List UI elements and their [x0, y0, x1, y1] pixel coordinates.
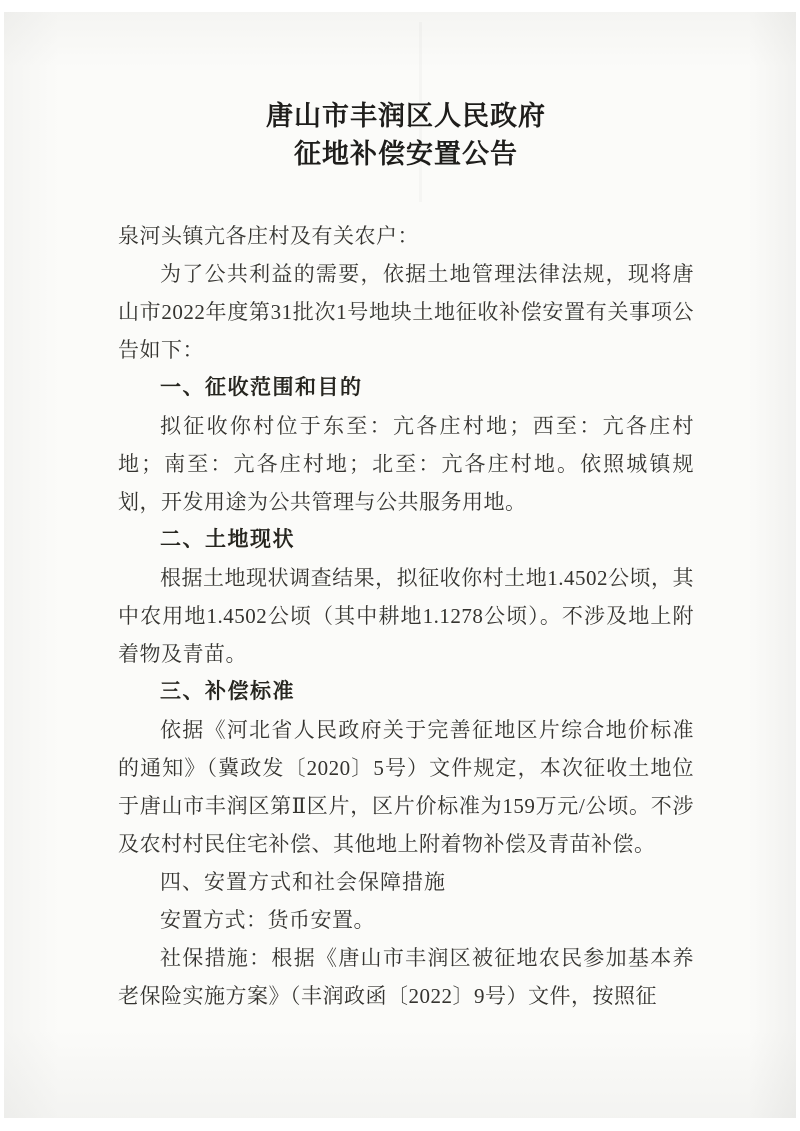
section-heading: 三、补偿标准: [160, 680, 295, 703]
document-title-line1: 唐山市丰润区人民政府: [266, 101, 546, 131]
document-body: [118, 217, 694, 1015]
body-paragraph: 依据《河北省人民政府关于完善征地区片综合地价标准的通知》（冀政发〔2020〕5号）文件规定，本次征收土地位于唐山市丰润区第Ⅱ区片，区片价标准为159万元/公顷。不涉及农村村民住宅补偿、其他地上附着物补偿及青苗补偿。: [118, 718, 694, 856]
salutation-line: 泉河头镇亢各庄村及有关农户：: [118, 224, 419, 248]
body-paragraph: 为了公共利益的需要，依据土地管理法律法规，现将唐山市2022年度第31批次1号地块土地征收补偿安置有关事项公告如下：: [118, 262, 694, 362]
document-title: [118, 97, 694, 173]
body-paragraph: 根据土地现状调查结果，拟征收你村土地1.4502公顷，其中农用地1.4502公顷（其中耕地1.1278公顷）。不涉及地上附着物及青苗。: [118, 566, 694, 666]
section-heading: 一、征收范围和目的: [160, 376, 363, 399]
section-heading: 四、安置方式和社会保障措施: [160, 870, 446, 894]
body-paragraph: 拟征收你村位于东至：亢各庄村地；西至：亢各庄村地；南至：亢各庄村地；北至：亢各庄村地。依照城镇规划，开发用途为公共管理与公共服务用地。: [118, 414, 694, 514]
scanned-page: [4, 12, 796, 1118]
body-paragraph: 安置方式：货币安置。: [160, 908, 375, 932]
section-heading: 二、土地现状: [160, 528, 295, 551]
document-title-line2: 征地补偿安置公告: [294, 139, 518, 169]
document-content: [118, 12, 694, 1015]
body-paragraph: 社保措施：根据《唐山市丰润区被征地农民参加基本养老保险实施方案》（丰润政函〔2022〕9号）文件，按照征: [118, 946, 694, 1008]
